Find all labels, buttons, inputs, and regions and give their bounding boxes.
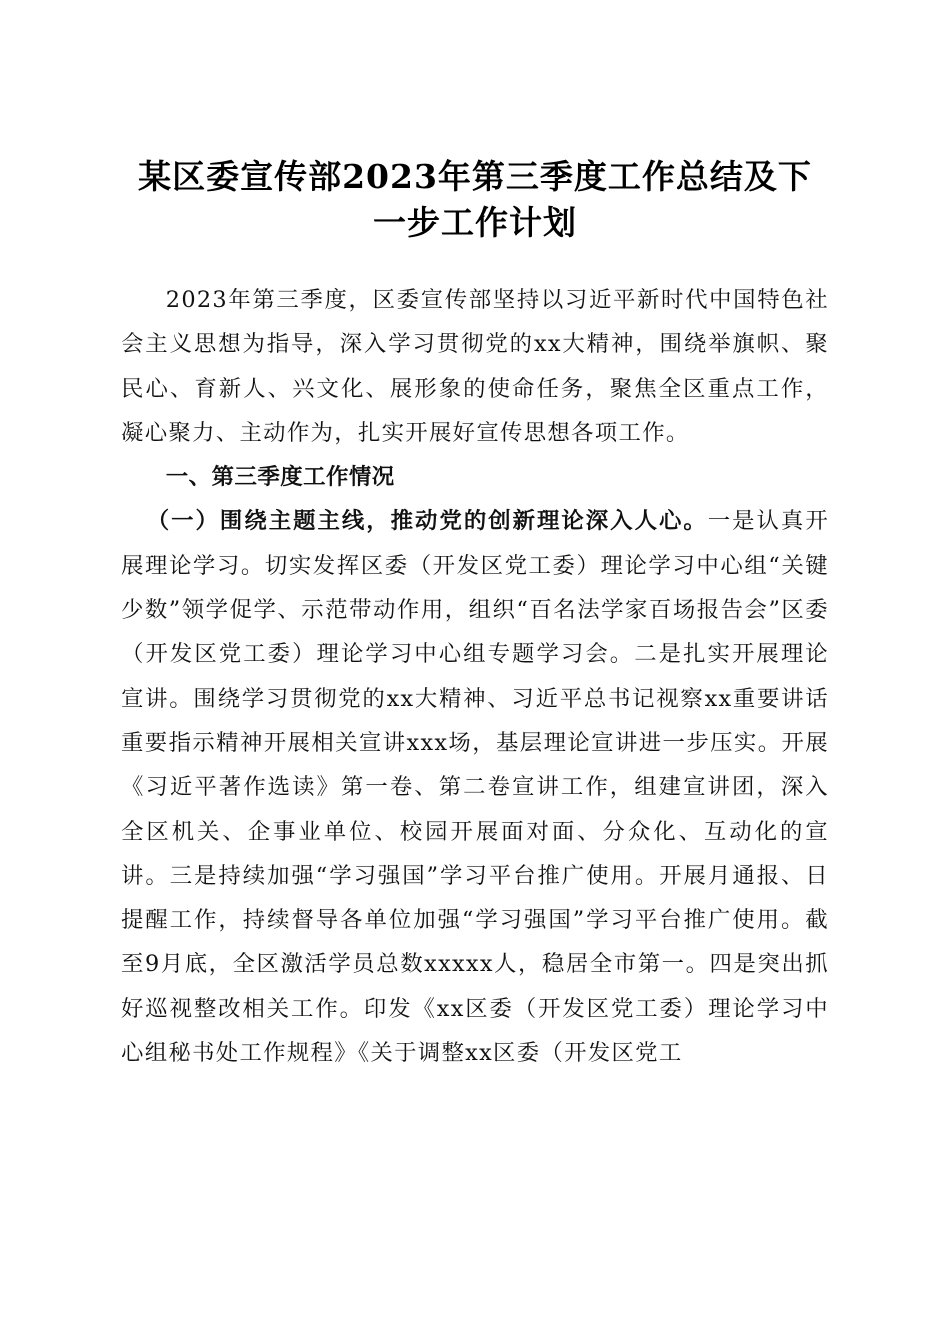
title-line-1: 某区委宣传部2023年第三季度工作总结及下 — [138, 157, 812, 197]
document-body — [121, 278, 829, 1075]
subsection-body: 一是认真开展理论学习。切实发挥区委（开发区党工委）理论学习中心组“关键少数”领学促学、示范带动作用，组织“百名法学家百场报告会”区委（开发区党工委）理论学习中心组专题学习会。二是扎实开展理论宣讲。围绕学习贯彻党的xx大精神、习近平总书记视察xx重要讲话重要指示精神开展相关宣讲xxx场，基层理论宣讲进一步压实。开展《习近平著作选读》第一卷、第二卷宣讲工作，组建宣讲团，深入全区机关、企事业单位、校园开展面对面、分众化、互动化的宣讲。三是持续加强“学习强国”学习平台推广使用。开展月通报、日提醒工作，持续督导各单位加强“学习强国”学习平台推广使用。截至9月底，全区激活学员总数xxxxx人，稳居全市第一。四是突出抓好巡视整改相关工作。印发《xx区委（开发区党工委）理论学习中心组秘书处工作规程》《关于调整xx区委（开发区党工 — [121, 508, 830, 1067]
subsection-paragraph — [121, 499, 829, 1075]
document-title — [110, 154, 840, 246]
intro-paragraph: 2023年第三季度，区委宣传部坚持以习近平新时代中国特色社会主义思想为指导，深入学习贯彻党的xx大精神，围绕举旗帜、聚民心、育新人、兴文化、展形象的使命任务，聚焦全区重点工作，凝心聚力、主动作为，扎实开展好宣传思想各项工作。 — [121, 287, 829, 446]
subsection-heading: （一）围绕主题主线，推动党的创新理论深入人心。 — [146, 508, 708, 535]
section-heading: 一、第三季度工作情况 — [165, 464, 395, 491]
title-line-2: 一步工作计划 — [373, 203, 577, 243]
